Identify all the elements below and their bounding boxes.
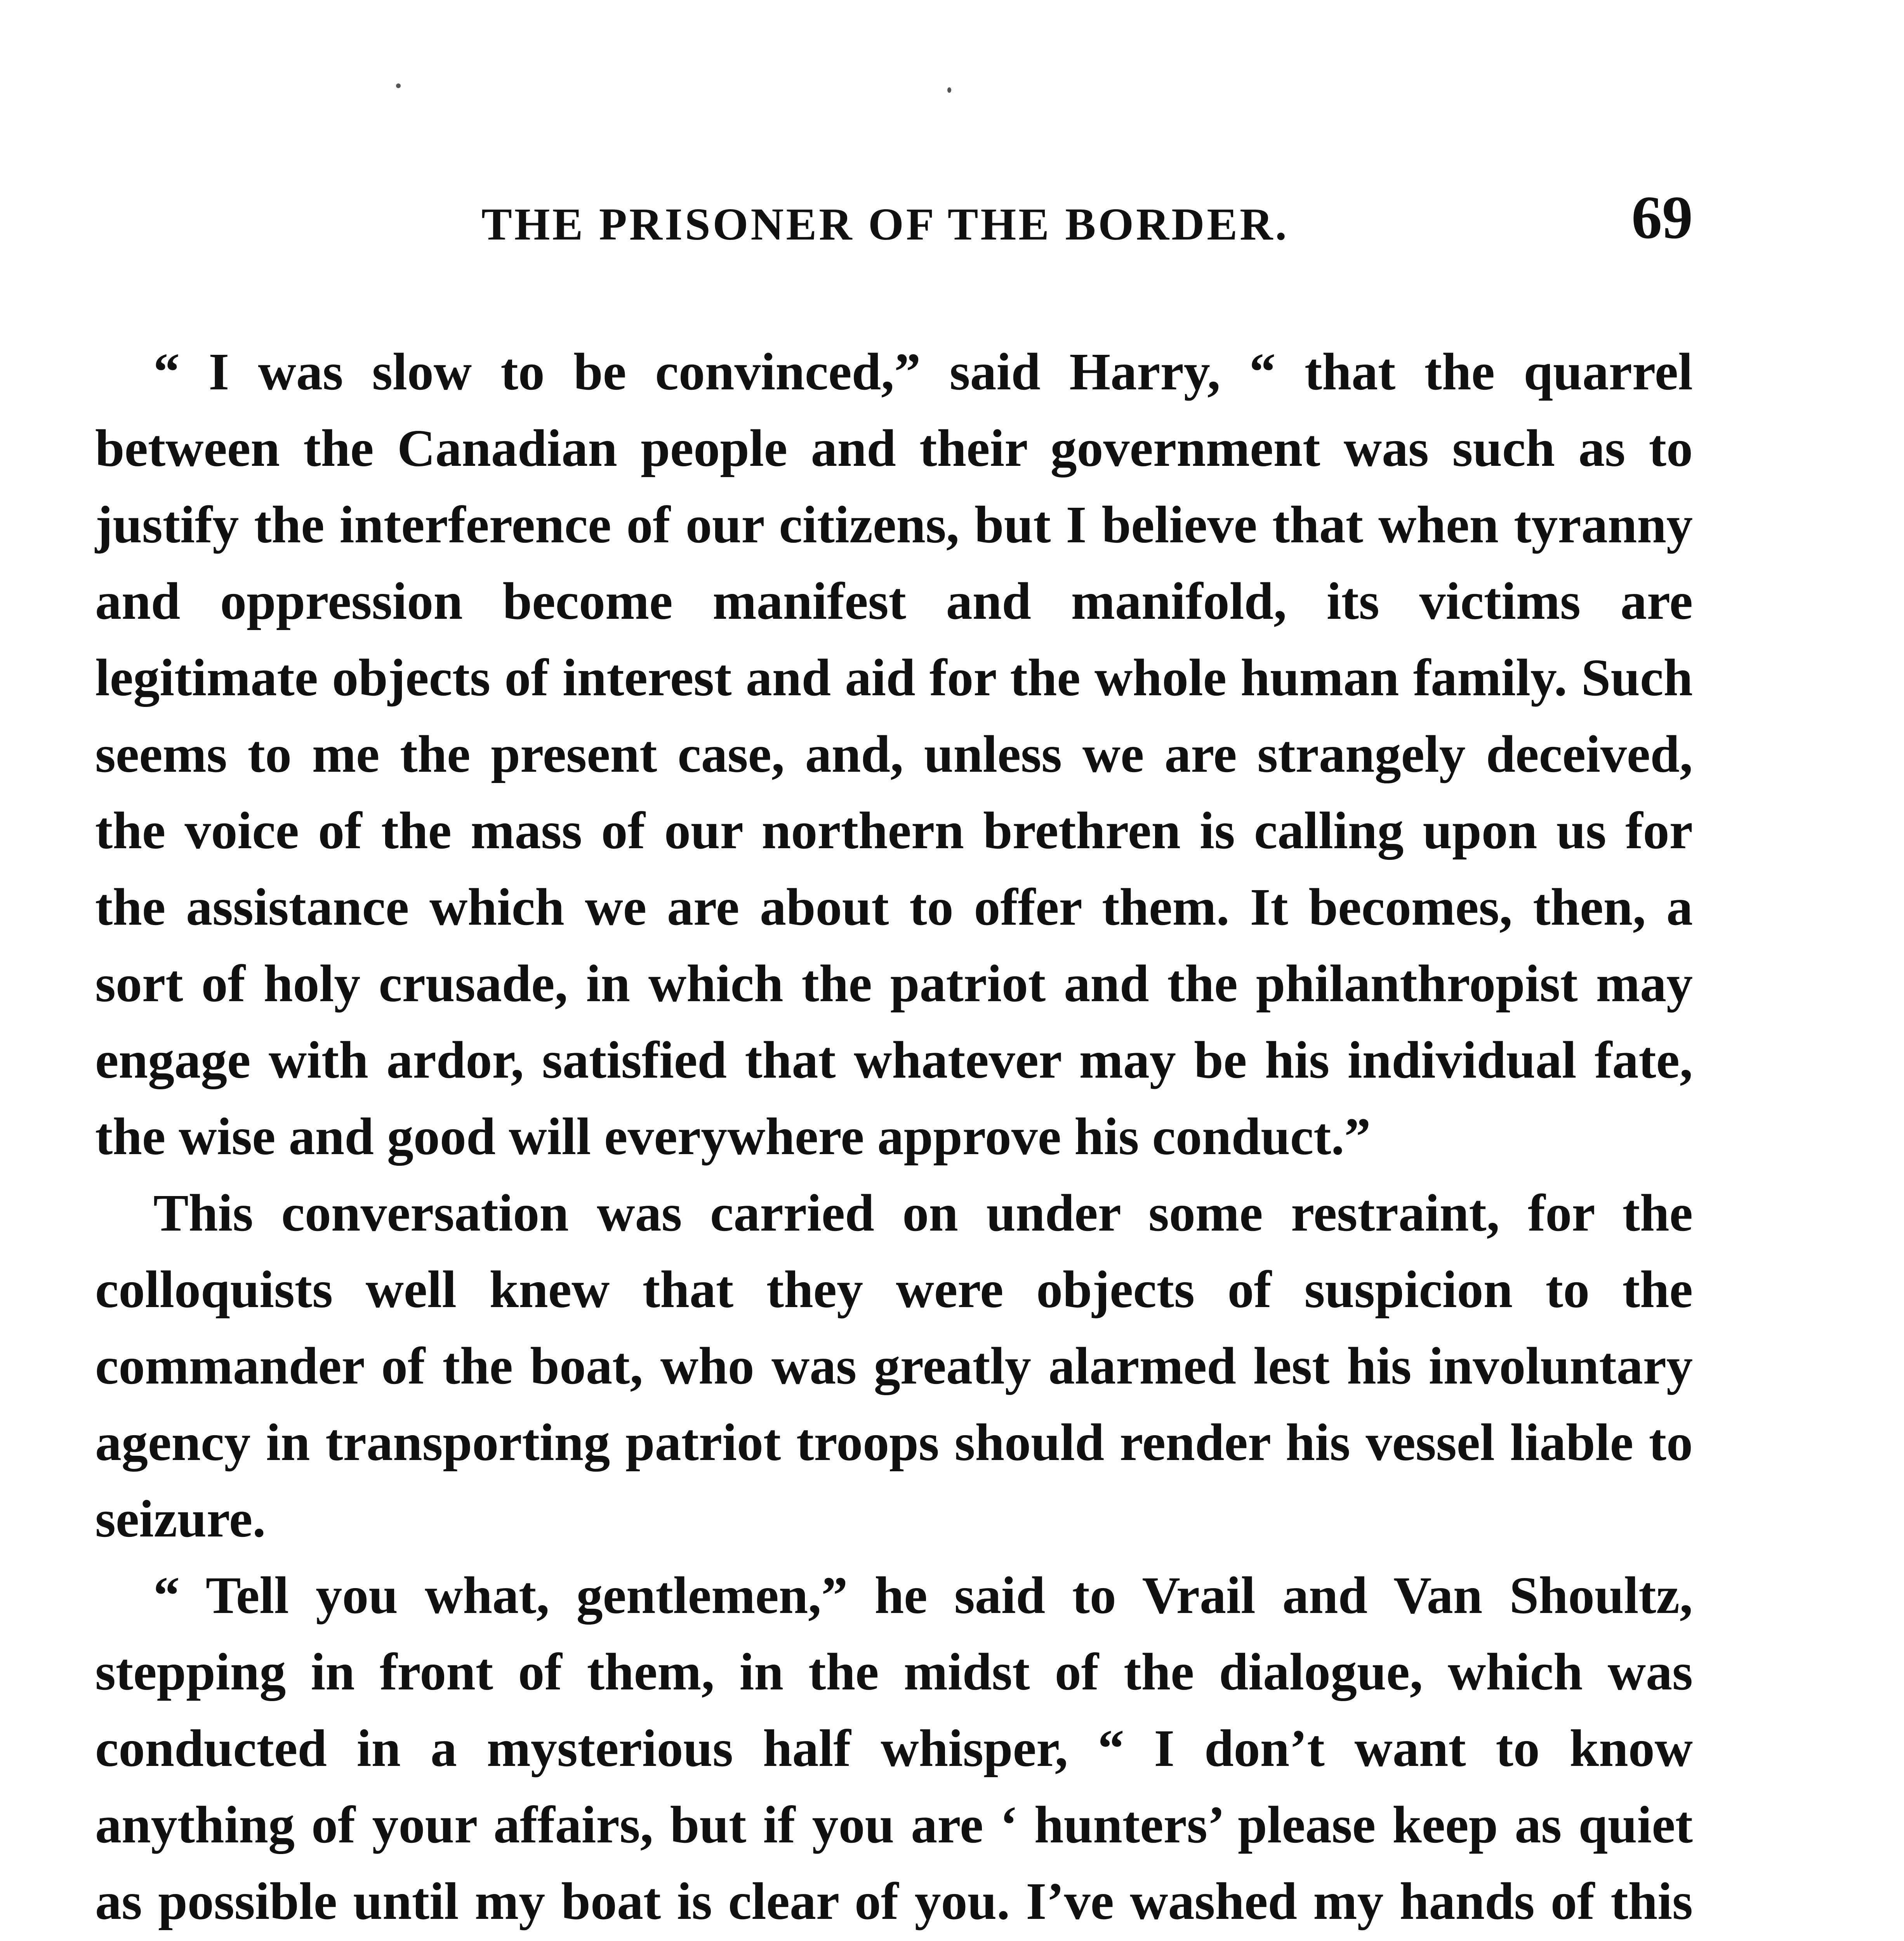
- body-text: [95, 334, 1693, 1941]
- running-title: THE PRISONER OF THE BORDER.: [481, 199, 1289, 250]
- paragraph: This conversation was carried on under some restraint, for the colloquists well knew that they were objects of suspicion to the commander of the boat, who was greatly alarmed lest his involuntary agency in transporting patriot troops should render his vessel liable to seizure.: [95, 1184, 1693, 1548]
- print-speck: [396, 83, 401, 88]
- print-speck: [947, 87, 951, 93]
- page-number: 69: [1631, 184, 1693, 252]
- paragraph: “ Tell you what, gentlemen,” he said to Vrail and Van Shoultz, stepping in front of them, in the midst of the dialogue, which was conducted in a mysterious half whisper, “ I don’t want to know anything of your affairs, but if you are ‘ hunters’ please keep as quiet as possible until my boat is clear of you. I’ve washed my hands of this: [95, 1566, 1693, 1931]
- paragraph: “ I was slow to be convinced,” said Harry, “ that the quarrel between the Canadian people and their government was such as to justify the interference of our citizens, but I believe that when tyranny and oppression become manifest and manifold, its victims are legitimate objects of interest and aid for the whole human family. Such seems to me the present case, and, unless we are strangely deceived, the voice of the mass of our northern brethren is calling upon us for the assistance which we are about to offer them. It becomes, then, a sort of holy crusade, in which the patriot and the philanthropist may engage with ardor, satisfied that whatever may be his individual fate, the wise and good will everywhere approve his conduct.”: [95, 343, 1693, 1166]
- running-header: [481, 182, 1693, 268]
